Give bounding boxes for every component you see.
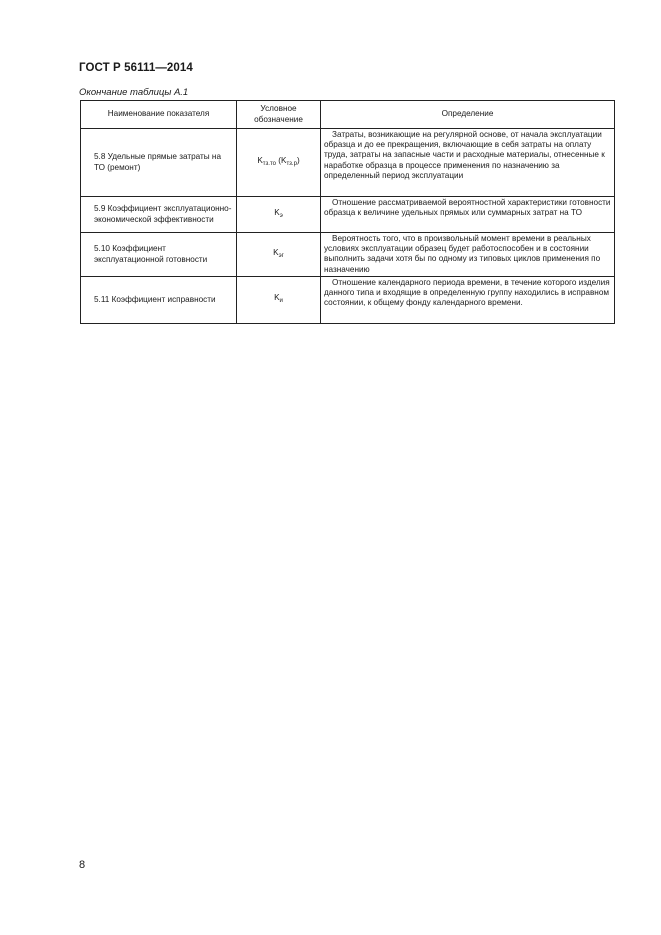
column-header-definition: Определение bbox=[321, 101, 615, 129]
row-name: 5.10 Коэффициент эксплуатационной готовности bbox=[94, 244, 208, 264]
table-header-row bbox=[81, 101, 615, 129]
row-definition-cell bbox=[321, 129, 615, 197]
table-caption: Окончание таблицы А.1 bbox=[79, 87, 189, 98]
row-definition-cell bbox=[321, 197, 615, 233]
row-symbol: $K_и$ bbox=[274, 293, 283, 305]
row-name: 5.11 Коэффициент исправности bbox=[94, 294, 216, 304]
row-definition-cell bbox=[321, 277, 615, 324]
row-definition: Затраты, возникающие на регулярной основе, от начала эксплуатации образца и до ее прекращения, включающие в себя затраты на оплату труда, затраты на запасные части и расходные материалы, отнесенные к наработке образца в процессе применения по назначению за определенный период эксплуатации bbox=[324, 130, 605, 180]
column-header-name: Наименование показателя bbox=[81, 101, 237, 129]
row-name-cell bbox=[81, 233, 237, 277]
row-definition-cell bbox=[321, 233, 615, 277]
row-name: 5.9 Коэффициент эксплуатационно-экономической эффективности bbox=[94, 204, 232, 224]
row-name: 5.8 Удельные прямые затраты на ТО (ремонт) bbox=[94, 152, 222, 172]
table-row bbox=[81, 277, 615, 324]
document-code: ГОСТ Р 56111—2014 bbox=[79, 62, 193, 74]
table-row bbox=[81, 129, 615, 197]
row-symbol: $K_э$ bbox=[274, 207, 283, 219]
row-symbol-cell bbox=[237, 197, 321, 233]
row-definition: Отношение календарного периода времени, в течение которого изделия данного типа и входящие в определенную группу находились в исправном состоянии, к общему фонду календарного времени. bbox=[324, 278, 610, 308]
row-name-cell bbox=[81, 277, 237, 324]
column-header-symbol: Условное обозначение bbox=[237, 101, 321, 129]
row-symbol: $K_{эг}$ bbox=[273, 247, 284, 259]
table-row bbox=[81, 197, 615, 233]
row-definition: Вероятность того, что в произвольный момент времени в реальных условиях эксплуатации образец будет работоспособен и в состоянии выполнить задачи хотя бы по одному из типовых циклов применения по назначению bbox=[324, 234, 601, 274]
row-symbol-cell bbox=[237, 129, 321, 197]
row-name-cell bbox=[81, 129, 237, 197]
row-name-cell bbox=[81, 197, 237, 233]
page-number: 8 bbox=[79, 859, 86, 871]
table-row bbox=[81, 233, 615, 277]
row-definition: Отношение рассматриваемой вероятностной характеристики готовности образца к величине удельных прямых или суммарных затрат на ТО bbox=[324, 198, 611, 218]
indicators-table bbox=[80, 100, 615, 324]
row-symbol-cell bbox=[237, 277, 321, 324]
row-symbol: $K_{тз.то}$ $(K_{тз.р})$ bbox=[257, 155, 300, 167]
row-symbol-cell bbox=[237, 233, 321, 277]
